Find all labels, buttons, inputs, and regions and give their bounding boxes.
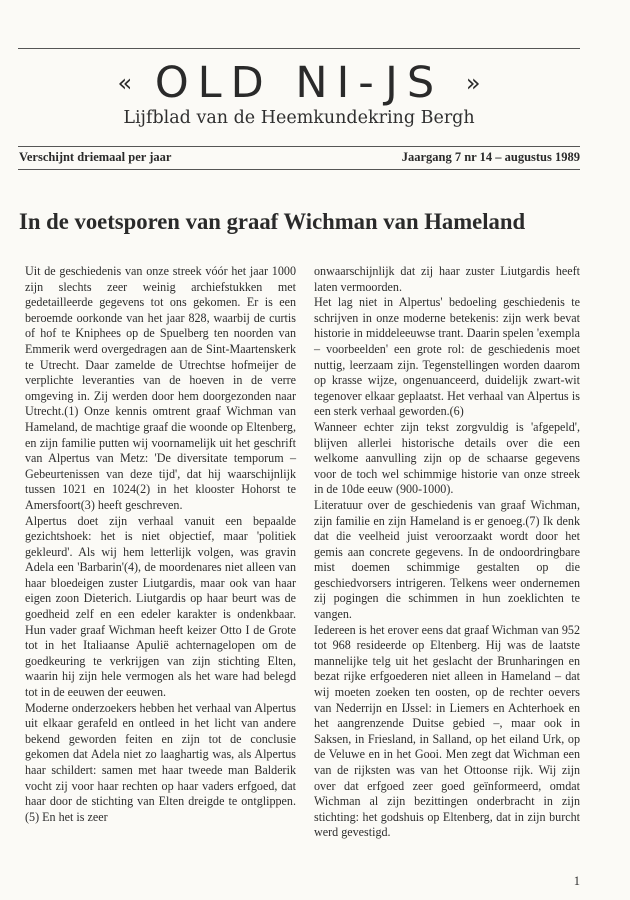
close-guillemet: » [465, 69, 481, 97]
masthead-subtitle: Lijfblad van de Heemkundekring Bergh [123, 108, 475, 128]
article-headline: In de voetsporen van graaf Wichman van Hameland [19, 209, 526, 234]
masthead-top-rule [18, 48, 580, 49]
open-guillemet: « [117, 69, 133, 97]
masthead-title [18, 60, 580, 106]
paragraph: Uit de geschiedenis van onze streek vóór het jaar 1000 zijn slechts zeer weinig archiefstukken met gedetailleerde gegevens tot ons gekomen. Er is een beroemde oorkonde van het jaar 828, waarbij de curtis of hof te Kniphees op de Spuelberg ten noorden van Emmerik werd overgedragen aan de Sint-Maartenskerk te Utrecht. Daar zamelde de Utrechtse hofmeijer de verplichte leveranties van de hoeven in de verre omgeving in. Zij werden door hem doorgezonden naar Utrecht.(1) Onze kennis omtrent graaf Wichman van Hameland, de machtige graaf die woonde op Eltenberg, en zijn familie putten wij voornamelijk uit het geschrift van Alpertus van Metz: 'De diversitate temporum – Gebeurtenissen van deze tijd', dat hij waarschijnlijk tussen 1021 en 1024(2) in het klooster Hohorst te Amersfoort(3) heeft geschreven. [25, 264, 296, 512]
paragraph: Wanneer echter zijn tekst zorgvuldig is 'afgepeld', blijven allerlei historische details over die een welkome aanvulling zijn op de schaarse gegevens voor de toch wel schimmige historie van onze streek in de 10de eeuw (900-1000). [314, 419, 580, 497]
paragraph: Iedereen is het erover eens dat graaf Wichman van 952 tot 968 resideerde op Eltenberg. Hij was de laatste mannelijke telg uit het geslacht der Brunharingen en bezat rijke erfgoederen niet alleen in Hameland – dat wij moeten zoeken ten oosten, op de rechter oevers van Nederrijn en IJssel: in Liemers en Achterhoek en het aangrenzende Duitse gebied –, maar ook in Saksen, in Friesland, in Salland, op het eiland Urk, op de Veluwe en in het Gooi. Men zegt dat Wichman een van de rijksten was van het Ottoonse rijk. Wij zijn over dat erfgoed zeer goed geïnformeerd, omdat Wichman al zijn bezittingen onderbracht in zijn stichting: het godshuis op Eltenberg, dat in zijn burcht werd gevestigd. [314, 622, 580, 840]
article-column-left [25, 264, 296, 825]
paragraph: Het lag niet in Alpertus' bedoeling geschiedenis te schrijven in onze moderne betekenis: zijn werk bevat historie in middeleeuwse trant. Daarin spelen 'exempla – voorbeelden' een grote rol: de geschiedenis moet nuttig, leerzaam zijn. Tegenstellingen worden daarom op krasse wijze, ongenuanceerd, duidelijk zwart-wit tegenover elkaar geplaatst. Het verhaal van Alpertus is een sterk verhaal geworden.(6) [314, 295, 580, 419]
page-number: 1 [573, 874, 580, 888]
issue-info: Jaargang 7 nr 14 – augustus 1989 [401, 150, 580, 164]
paragraph: Literatuur over de geschiedenis van graaf Wichman, zijn familie en zijn Hameland is er genoeg.(7) Ik denk dat die veelheid juist veroorzaakt wordt door het gemis aan concrete gegevens. In de ondoordringbare mist doemen schimmige gestalten op die geschiedvorsers intrigeren. Telkens weer ondernemen zij pogingen die schimmen in hun zoeklichten te vangen. [314, 497, 580, 622]
newsletter-title: OLD NI-JS [154, 58, 444, 108]
meta-top-rule [18, 146, 580, 147]
paragraph: Moderne onderzoekers hebben het verhaal van Alpertus uit elkaar gerafeld en ontleed in het licht van andere bekend geworden feiten en zijn tot de conclusie gekomen dat Adela niet zo laaghartig was, als Alpertus haar schildert: samen met haar tweede man Balderik vocht zij voor haar rechten op haar vaders erfgoed, dat haar door de stichting van Elten dreigde te ontglippen.(5) En het is zeer [25, 700, 296, 824]
paragraph: onwaarschijnlijk dat zij haar zuster Liutgardis heeft laten vermoorden. [314, 264, 580, 294]
article-column-right [314, 264, 580, 841]
paragraph: Alpertus doet zijn verhaal vanuit een bepaalde gezichtshoek: het is niet objectief, maar 'politiek gekleurd'. Als wij hem letterlijk volgen, was gravin Adela een 'Barbarin'(4), de moordenares niet alleen van haar bloedeigen zuster Liutgardis, maar ook van haar eigen zoon Dieterich. Liutgardis op haar beurt was de goedheid zelf en een edeler karakter is ondenkbaar. Hun vader graaf Wichman heeft keizer Otto I de Grote tot in het Italiaanse Apulië achternagelopen om de goedkeuring te verkrijgen van zijn stichting Elten, waarin hij zijn hele vermogen als het ware had belegd tot in de eeuwen der eeuwen. [25, 513, 296, 700]
meta-bottom-rule [18, 169, 580, 170]
publication-frequency: Verschijnt driemaal per jaar [19, 150, 172, 164]
